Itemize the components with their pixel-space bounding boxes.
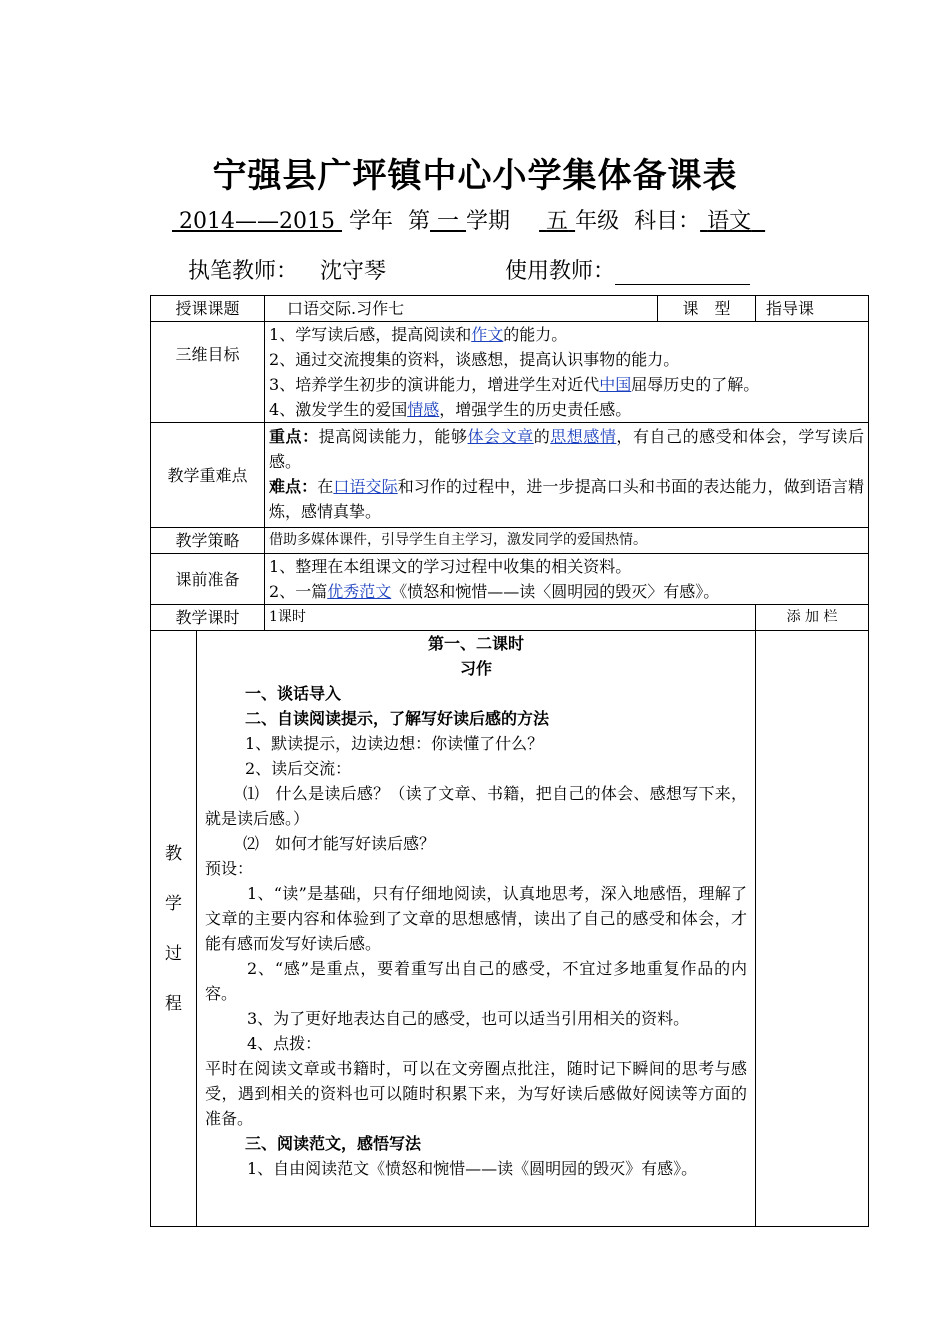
- author-label: 执笔教师：: [188, 259, 299, 284]
- strategy-value: 借助多媒体课件，引导学生自主学习，激发同学的爱国热情。: [265, 528, 869, 554]
- add-column-cell[interactable]: [756, 631, 869, 1227]
- lesson-plan-table: [150, 295, 869, 1227]
- semester-label: 学期: [466, 209, 511, 234]
- prep-item-2: 2、一篇优秀范文《愤怒和惋惜——读〈圆明园的毁灭〉有感》。: [269, 582, 720, 601]
- goals-label: 三维目标: [151, 322, 265, 423]
- difficult-point: 难点：在口语交际和习作的过程中，进一步提高口头和书面的表达能力，做到语言精炼，感情真挚。: [269, 477, 864, 521]
- link-tihui-wenzhang[interactable]: 体会文章: [467, 427, 534, 446]
- key-point: 重点：提高阅读能力，能够体会文章的思想感情，有自己的感受和体会，学写读后感。: [269, 427, 864, 471]
- semester-prefix: 第: [408, 209, 431, 234]
- topic-label: 授课课题: [151, 296, 265, 322]
- prep-label: 课前准备: [151, 554, 265, 605]
- step-1: 1、默读提示，边读边想：你读懂了什么？: [245, 734, 544, 753]
- goal-2: 2、通过交流搜集的资料，谈感想，提高认识事物的能力。: [269, 350, 680, 369]
- reading-step-1: 1、自由阅读范文《愤怒和惋惜——读《圆明园的毁灭》有感》。: [247, 1159, 698, 1178]
- user-blank[interactable]: [615, 260, 750, 285]
- subject-label: 科目：: [634, 209, 701, 234]
- link-kouyu-jiaoji[interactable]: 口语交际: [333, 477, 398, 496]
- prep-content: [265, 554, 869, 605]
- term-line: [172, 204, 765, 235]
- hours-row: [151, 605, 869, 631]
- keypoints-content: [265, 423, 869, 528]
- teacher-line: [188, 254, 750, 285]
- goals-row: [151, 322, 869, 423]
- user-label: 使用教师：: [505, 259, 616, 284]
- type-label: 课 型: [658, 296, 756, 322]
- hours-label: 教学课时: [151, 605, 265, 631]
- step-2: 2、读后交流：: [245, 759, 352, 778]
- prep-row: [151, 554, 869, 605]
- strategy-label: 教学策略: [151, 528, 265, 554]
- prep-item-1: 1、整理在本组课文的学习过程中收集的相关资料。: [269, 557, 632, 576]
- keypoints-row: [151, 423, 869, 528]
- year-label: 学年: [348, 209, 393, 234]
- link-zuowen[interactable]: 作文: [471, 325, 504, 344]
- keypoints-label: 教学重难点: [151, 423, 265, 528]
- semester-value: 一: [437, 209, 460, 234]
- grade-value: 五: [546, 209, 569, 234]
- author-name: 沈守琴: [320, 259, 387, 284]
- lesson-subheading: 习作: [460, 659, 493, 678]
- tip-paragraph: 平时在阅读文章或书籍时，可以在文旁圈点批注，随时记下瞬间的思考与感受，遇到相关的资料也可以随时积累下来，为写好读后感做好阅读等方面的准备。: [205, 1059, 748, 1128]
- section-1-heading: 一、谈话导入: [245, 684, 342, 703]
- school-years: 2014——2015: [179, 209, 335, 234]
- section-3-heading: 三、阅读范文，感悟写法: [245, 1134, 422, 1153]
- hours-value: 1课时: [265, 605, 756, 631]
- page-title: 宁强县广坪镇中心小学集体备课表: [212, 156, 738, 196]
- process-row: [151, 631, 869, 1227]
- link-youxiu-fanwen[interactable]: 优秀范文: [327, 582, 392, 601]
- add-column-label: 添 加 栏: [756, 605, 869, 631]
- preset-label: 预设：: [205, 859, 254, 878]
- subject-value: 语文: [707, 209, 752, 234]
- question-1: ⑴ 什么是读后感？（读了文章、书籍，把自己的体会、感想写下来，就是读后感。）: [205, 784, 748, 828]
- link-sixiang-ganqing[interactable]: 思想感情: [550, 427, 617, 446]
- grade-label: 年级: [575, 209, 620, 234]
- preset-1: 1、“读”是基础，只有仔细地阅读，认真地思考，深入地感悟，理解了文章的主要内容和体验到了文章的思想感情，读出了自己的感受和体会，才能有感而发写好读后感。: [205, 884, 748, 953]
- preset-2: 2、“感”是重点，要着重写出自己的感受，不宜过多地重复作品的内容。: [205, 959, 748, 1003]
- type-value: 指导课: [756, 296, 869, 322]
- section-2-heading: 二、自读阅读提示，了解写好读后感的方法: [245, 709, 550, 728]
- goal-4: 4、激发学生的爱国情感，增强学生的历史责任感。: [269, 400, 632, 419]
- link-qinggan[interactable]: 情感: [407, 400, 440, 419]
- goal-1: 1、学写读后感，提高阅读和作文的能力。: [269, 325, 568, 344]
- topic-row: [151, 296, 869, 322]
- topic-value: 口语交际.习作七: [265, 296, 658, 322]
- preset-4: 4、点拨：: [247, 1034, 322, 1053]
- goal-3: 3、培养学生初步的演讲能力，增进学生对近代中国屈辱历史的了解。: [269, 375, 760, 394]
- preset-3: 3、为了更好地表达自己的感受，也可以适当引用相关的资料。: [247, 1009, 690, 1028]
- question-2: ⑵ 如何才能写好读后感？: [243, 834, 436, 853]
- process-label: 教 学 过 程: [151, 631, 197, 1227]
- lesson-heading: 第一、二课时: [428, 634, 525, 653]
- strategy-row: [151, 528, 869, 554]
- goals-content: [265, 322, 869, 423]
- process-content: [197, 631, 756, 1227]
- link-zhongguo[interactable]: 中国: [599, 375, 632, 394]
